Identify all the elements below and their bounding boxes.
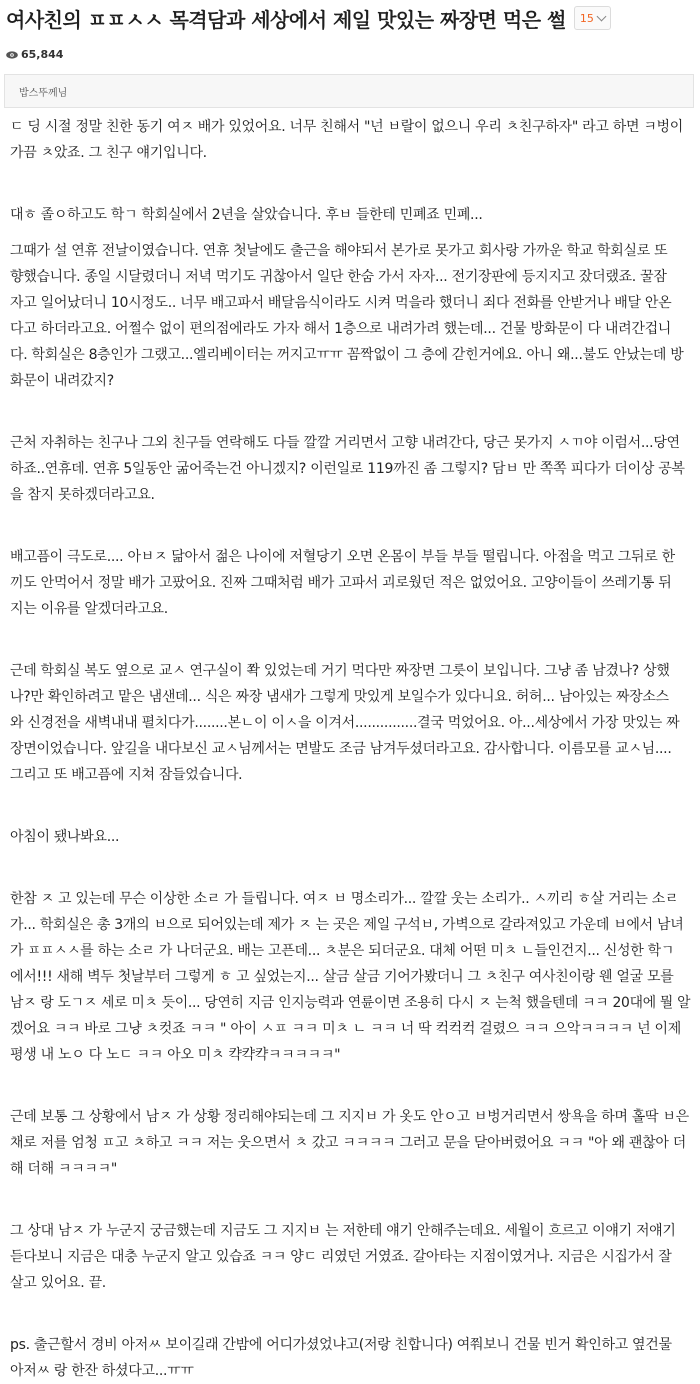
- body-line: 지는 이유를 알겠더라고요.: [10, 601, 168, 617]
- body-line: 채로 저를 엄청 ㅍ고 ㅊ하고 ㅋㅋ 저는 웃으면서 ㅊ 갔고 ㅋㅋㅋㅋ 그러고 문을 닫아버렸어요 ㅋㅋ "아 왜 괜찮아 더: [10, 1135, 686, 1151]
- body-line: 남ㅈ 랑 도ㄱㅈ 세로 미ㅊ 듯이... 당연히 지금 인지능력과 연륜이면 조용히 다시 ㅈ 는척 했을텐데 ㅋㅋ 20대에 뭘 알: [10, 995, 691, 1011]
- author-bar: [4, 74, 694, 108]
- post-body: [10, 114, 690, 1384]
- body-line: 듣다보니 지금은 대충 누군지 알고 있습죠 ㅋㅋ 양ㄷ 리였던 거였죠. 갈아타는 지점이였거나. 지금은 시집가서 잘: [10, 1249, 672, 1265]
- body-line: ps. 출근할서 경비 아저ㅆ 보이길래 간밤에 어디가셨었냐고(저랑 친합니다) 여쭤보니 건물 빈거 확인하고 옆건물: [10, 1337, 672, 1353]
- body-line: 그때가 설 연휴 전날이였습니다. 연휴 첫날에도 출근을 해야되서 본가로 못가고 회사랑 가까운 학교 학회실로 또: [10, 243, 668, 259]
- body-line: 살고 있어요. 끝.: [10, 1275, 106, 1291]
- body-line: 와 신경전을 새벽내내 펼치다가........본ㄴ이 이ㅅ을 이겨서...............결국 먹었어요. 아...세상에서 가장 맛있는 짜: [10, 715, 680, 731]
- body-line: 화문이 내려갔지?: [10, 373, 114, 389]
- body-line: 근데 학회실 복도 옆으로 교ㅅ 연구실이 쫙 있었는데 거기 먹다만 짜장면 그릇이 보입니다. 그냥 좀 남겼나? 상했: [10, 663, 670, 679]
- body-line: 아침이 됐나봐요...: [10, 829, 120, 845]
- body-line: 해 더해 ㅋㅋㅋㅋ": [10, 1161, 118, 1177]
- body-line: 자고 일어났더니 10시정도.. 너무 배고파서 배달음식이라도 시켜 먹을라 했더니 죄다 전화를 안받거나 배달 안온: [10, 295, 672, 311]
- body-line: 가 ㅍㅍㅅㅅ를 하는 소ㄹ 가 나더군요. 배는 고픈데... ㅊ분은 되더군요. 대체 어떤 미ㅊ ㄴ들인건지... 신성한 학ㄱ: [10, 943, 675, 959]
- body-line: 나?만 확인하려고 맡은 냄샌데... 식은 짜장 냄새가 그렇게 맛있게 보일수가 있다니요. 허허... 남아있는 짜장소스: [10, 689, 669, 705]
- eye-icon: [6, 51, 18, 59]
- body-line: 그리고 또 배고픔에 지쳐 잠들었습니다.: [10, 767, 243, 783]
- comment-count-badge[interactable]: [574, 6, 611, 30]
- view-count-value: 65,844: [21, 48, 64, 61]
- body-line: 아저ㅆ 랑 한잔 하셨다고...ㅠㅠ: [10, 1363, 194, 1379]
- chevron-down-icon: [596, 11, 606, 21]
- body-line: 배고픔이 극도로.... 아ㅂㅈ 닮아서 젊은 나이에 저혈당기 오면 온몸이 부들 부들 떨립니다. 아점을 먹고 그뒤로 한: [10, 549, 675, 565]
- author-name[interactable]: 밥스뚜께님: [19, 87, 68, 99]
- body-line: 끼도 안먹어서 정말 배가 고팠어요. 진짜 그때처럼 배가 고파서 괴로웠던 적은 없었어요. 고양이들이 쓰레기통 뒤: [10, 575, 672, 591]
- body-line: 다고 하더라고요. 어쩔수 없이 편의점에라도 가자 해서 1층으로 내려가려 했는데... 건물 방화문이 다 내려간겁니: [10, 321, 672, 337]
- comment-count: 15: [579, 11, 594, 25]
- body-line: 대ㅎ 졸ㅇ하고도 학ㄱ 학회실에서 2년을 살았습니다. 후ㅂ 들한테 민폐죠 민폐...: [10, 207, 483, 223]
- body-line: 평생 내 노ㅇ 다 노ㄷ ㅋㅋ 아오 미ㅊ 캭캭캭ㅋㅋㅋㅋㅋ": [10, 1047, 341, 1063]
- body-line: 근처 자취하는 친구나 그외 친구들 연락해도 다들 깔깔 거리면서 고향 내려간다, 당근 못가지 ㅅㄲ야 이럼서...당연: [10, 435, 680, 451]
- body-line: ㄷ 딩 시절 정말 친한 동기 여ㅈ 배가 있었어요. 너무 친해서 "넌 ㅂ랄이 없으니 우리 ㅊ친구하자" 라고 하면 ㅋ벙이: [10, 119, 683, 135]
- body-line: 가... 학회실은 총 3개의 ㅂ으로 되어있는데 제가 ㅈ 는 곳은 제일 구석ㅂ, 가벽으로 갈라져있고 가운데 ㅂ에서 남녀: [10, 917, 684, 933]
- body-line: 하죠..연휴데. 연휴 5일동안 굶어죽는건 아니겠지? 이런일로 119까진 좀 그렇지? 담ㅂ 만 쪽쪽 피다가 더이상 공복: [10, 461, 685, 477]
- post-header: [0, 0, 700, 36]
- body-line: 장면이었습니다. 앞길을 내다보신 교ㅅ님께서는 면발도 조금 남겨두셨더라고요. 감사합니다. 이름모를 교ㅅ님....: [10, 741, 672, 757]
- body-line: 을 참지 못하겠더라고요.: [10, 487, 155, 503]
- view-count: [6, 48, 63, 61]
- body-line: 다. 학회실은 8층인가 그랬고...엘리베이터는 꺼지고ㅠㅠ 꼼짝없이 그 층에 갇힌거에요. 아니 왜...불도 안났는데 방: [10, 347, 684, 363]
- body-line: 그 상대 남ㅈ 가 누군지 궁금했는데 지금도 그 지지ㅂ 는 저한테 얘기 안해주는데요. 세월이 흐르고 이얘기 저얘기: [10, 1223, 676, 1239]
- body-line: 겠어요 ㅋㅋ 바로 그냥 ㅊ컷죠 ㅋㅋ " 아이 ㅅㅍ ㅋㅋ 미ㅊ ㄴ ㅋㅋ 너 딱 컥컥컥 걸렸으 ㅋㅋ 으악ㅋㅋㅋㅋ 넌 이제: [10, 1021, 681, 1037]
- body-line: 한참 ㅈ 고 있는데 무슨 이상한 소ㄹ 가 들립니다. 여ㅈ ㅂ 명소리가... 깔깔 웃는 소리가.. ㅅ끼리 ㅎ살 거리는 소ㄹ: [10, 891, 679, 907]
- body-line: 향했습니다. 종일 시달렸더니 저녁 먹기도 귀찮아서 일단 한숨 가서 자자... 전기장판에 등지지고 잤더랬죠. 꿀잠: [10, 269, 667, 285]
- post-title: 여사친의 ㅍㅍㅅㅅ 목격담과 세상에서 제일 맛있는 짜장면 먹은 썰: [6, 7, 566, 32]
- body-line: 근데 보통 그 상황에서 남ㅈ 가 상황 정리해야되는데 그 지지ㅂ 가 옷도 안ㅇ고 ㅂ벙거리면서 쌍욕을 하며 홀딱 ㅂ은: [10, 1109, 689, 1125]
- body-line: 가끔 ㅊ았죠. 그 친구 얘기입니다.: [10, 145, 207, 161]
- body-line: 에서!!! 새해 벽두 첫날부터 그렇게 ㅎ 고 싶었는지... 살금 살금 기어가봤더니 그 ㅊ친구 여사친이랑 웬 얼굴 모를: [10, 969, 674, 985]
